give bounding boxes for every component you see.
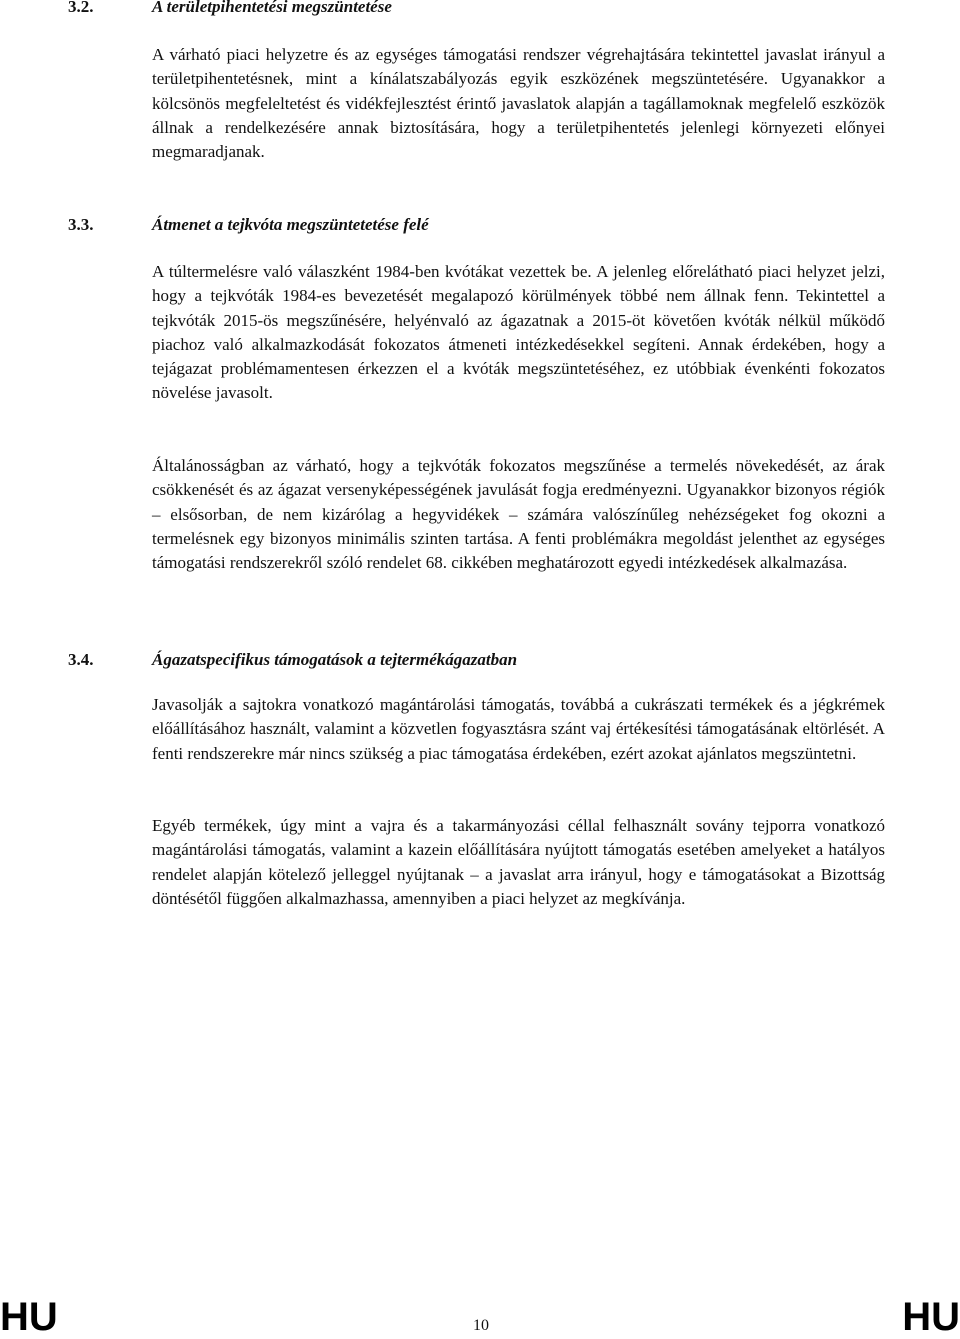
section-title: Átmenet a tejkvóta megszüntetetése felé	[152, 215, 429, 234]
paragraph: A várható piaci helyzetre és az egységes támogatási rendszer végrehajtására tekintettel javaslat irányul a területpihentetésnek, mint a kínálatszabályozás egyik eszközének megszüntetésére. Ugyanakkor a kölcsönös megfeleltetést és vidékfejlesztést érintő javaslatok alapján a tagállamoknak megfelelő eszközök állnak a rendelkezésére annak biztosítására, hogy a területpihentetés jelenlegi környezeti előnyei megmaradjanak.	[152, 45, 885, 162]
section-number: 3.2.	[68, 0, 94, 16]
paragraph: A túltermelésre való válaszként 1984-ben kvótákat vezettek be. A jelenleg előrelátható piaci helyzet jelzi, hogy a tejkvóták 1984-es bevezetését megalapozó körülmények többé nem állnak fenn. Tekintettel a tejkvóták 2015-ös megszűnésére, helyénvaló az ágazatnak a 2015-öt követően kvóták nélkül működő piachoz való alkalmazkodását fokozatos átmeneti intézkedésekkel segíteni. Annak érdekében, hogy a tejágazat problémamentesen érkezzen el a kvóták megszüntetéséhez, ez utóbbiak évenkénti fokozatos növelése javasolt.	[152, 262, 885, 403]
paragraph: Javasolják a sajtokra vonatkozó magántárolási támogatás, továbbá a cukrászati termékek és a jégkrémek előállításához használt, valamint a közvetlen fogyasztásra szánt vaj értékesítési támogatásának eltörlését. A fenti rendszerekre már nincs szükség a piac támogatása érdekében, ezért azokat ajánlatos megszüntetni.	[152, 695, 885, 763]
section-number: 3.3.	[68, 215, 94, 234]
paragraph: Egyéb termékek, úgy mint a vajra és a takarmányozási céllal felhasznált sovány tejporra vonatkozó magántárolási támogatás, valamint a kazein előállítására nyújtott támogatás esetében amelyeket a hatályos rendelet alapján kötelező jelleggel nyújtanak – a javaslat arra irányul, hogy e támogatásokat a Bizottság döntésétől függően alkalmazhassa, amennyiben a piaci helyzet az megkívánja.	[152, 816, 885, 908]
footer-language-label-right: HU	[902, 1295, 960, 1339]
page-number: 10	[473, 1317, 489, 1334]
section-title: Ágazatspecifikus támogatások a tejtermékágazatban	[152, 650, 518, 669]
paragraph: Általánosságban az várható, hogy a tejkvóták fokozatos megszűnése a termelés növekedését, az árak csökkenését és az ágazat versenyképességének javulását fogja eredményezni. Ugyanakkor bizonyos régiók – elsősorban, de nem kizárólag a hegyvidékek – számára valószínűleg nehézségeket fog okozni a termelésnek egy bizonyos minimális szinten tartása. A fenti problémákra megoldást jelenthet az egységes támogatási rendszerekről szóló rendelet 68. cikkében meghatározott egyedi intézkedések alkalmazása.	[152, 456, 885, 573]
section-number: 3.4.	[68, 650, 94, 669]
section-title: A területpihentetési megszüntetése	[152, 0, 392, 16]
footer-language-label-left: HU	[0, 1295, 58, 1339]
